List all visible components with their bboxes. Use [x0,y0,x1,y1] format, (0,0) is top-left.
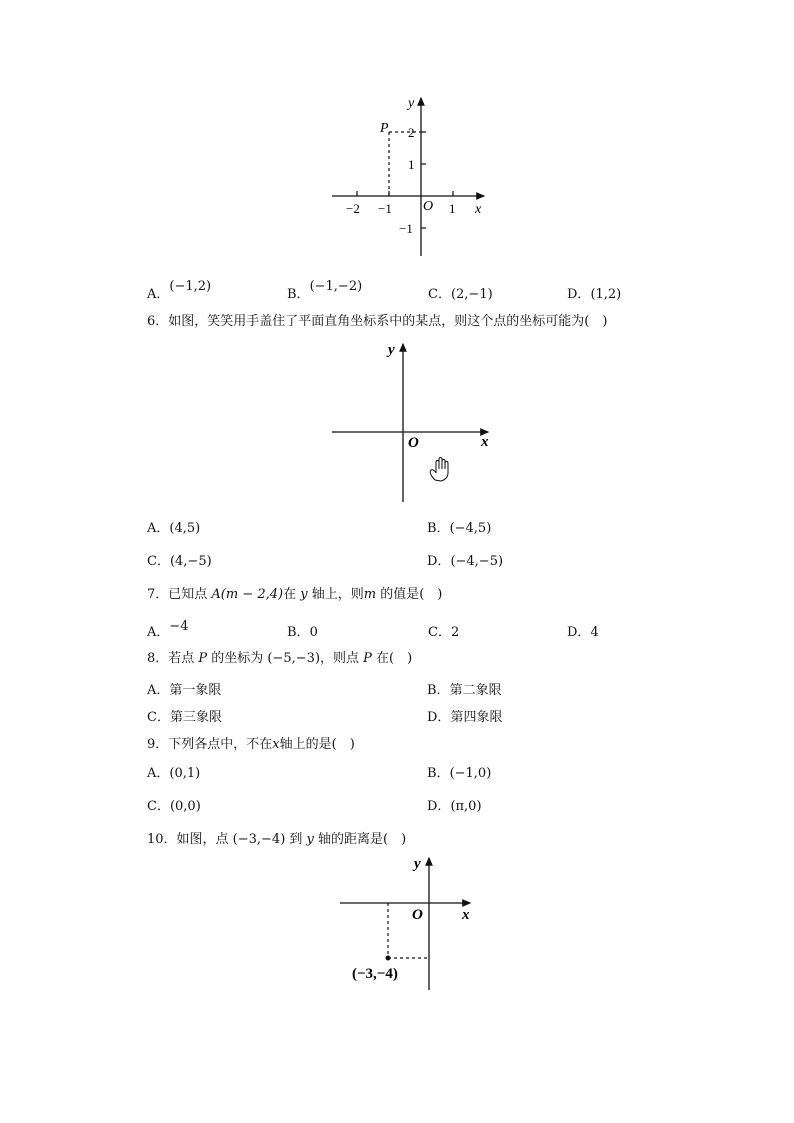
hand-icon [430,458,448,482]
point-label: (−3,−4) [352,966,398,982]
y-tick-label: 2 [408,125,415,140]
q5-option-c[interactable]: C．(2,−1) [428,287,493,302]
coordinate-figure-q10 [336,852,486,994]
q5-option-b[interactable]: B．(−1,−2) [287,279,363,302]
y-axis-label: y [414,856,421,872]
q8-option-d[interactable]: D．第四象限 [427,710,503,725]
q5-option-a[interactable]: A．(−1,2) [147,279,212,302]
q8-option-b[interactable]: B．第二象限 [427,683,502,698]
x-tick-label: −2 [346,201,360,216]
x-tick-label: −1 [378,201,392,216]
q9-stem: 9．下列各点中，不在x轴上的是( ) [147,737,355,752]
q10-stem: 10．如图，点 (−3,−4) 到 y 轴的距离是( ) [147,832,407,847]
origin-label: O [423,199,434,214]
x-axis-label: x [462,907,470,923]
q7-option-b[interactable]: B．0 [287,625,318,640]
q6-option-b[interactable]: B．(−4,5) [427,521,492,536]
q7-option-d[interactable]: D．4 [567,625,599,640]
q9-option-d[interactable]: D．(π,0) [427,799,482,814]
y-axis-label: y [408,96,415,111]
q7-option-c[interactable]: C．2 [428,625,460,640]
q7-stem: 7．已知点 A(m − 2,4)在 y 轴上，则m 的值是( ) [147,587,443,602]
origin-label: O [408,435,419,451]
origin-label: O [412,907,423,923]
y-tick-label: 1 [408,157,415,172]
y-tick-label: −1 [399,221,413,236]
point-marker [386,956,391,961]
q6-option-c[interactable]: C．(4,−5) [147,554,212,569]
point-p-label: P [380,121,389,136]
q7-option-a[interactable]: A．−4 [147,619,189,640]
q5-option-d[interactable]: D．(1,2) [567,287,622,302]
x-tick-label: 1 [449,201,456,216]
q6-option-a[interactable]: A．(4,5) [147,521,201,536]
q8-stem: 8．若点 P 的坐标为 (−5,−3)，则点 P 在( ) [147,651,413,666]
q9-option-b[interactable]: B．(−1,0) [427,766,492,781]
x-axis-label: x [481,434,489,450]
q6-option-d[interactable]: D．(−4,−5) [427,554,504,569]
q8-option-c[interactable]: C．第三象限 [147,710,222,725]
y-axis-label: y [388,342,395,358]
coordinate-figure-q5 [328,92,493,262]
q9-option-a[interactable]: A．(0,1) [147,766,201,781]
q6-stem: 6．如图，笑笑用手盖住了平面直角坐标系中的某点，则这个点的坐标可能为( ) [147,314,608,329]
q8-option-a[interactable]: A．第一象限 [147,683,222,698]
x-axis-label: x [475,202,482,217]
coordinate-figure-q6 [328,338,498,508]
q9-option-c[interactable]: C．(0,0) [147,799,201,814]
